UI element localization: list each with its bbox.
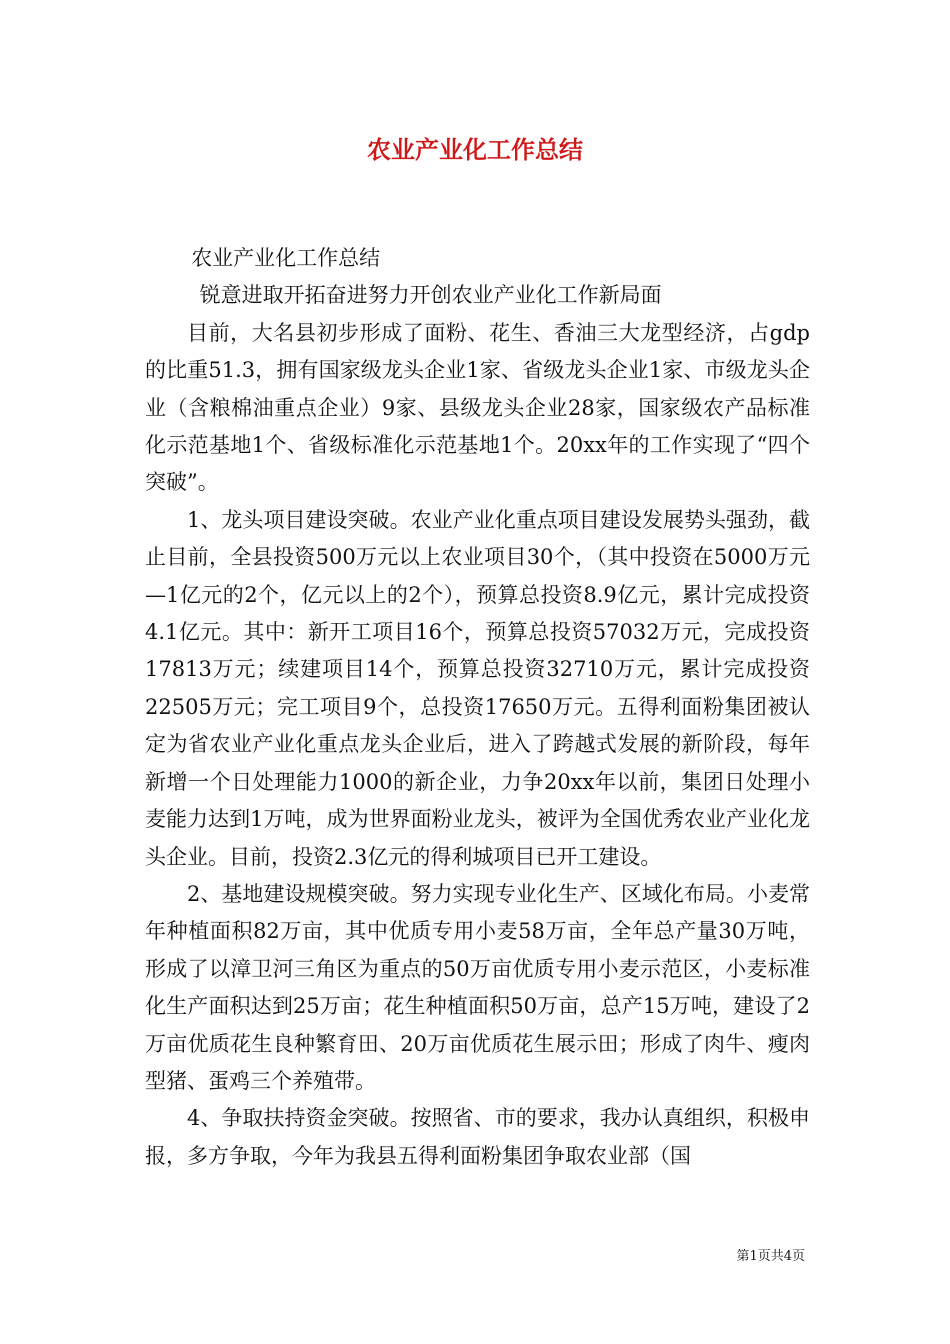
- body-paragraph: 2、基地建设规模突破。努力实现专业化生产、区域化布局。小麦常年种植面积82万亩，其中优质专用小麦58万亩，全年总产量30万吨，形成了以漳卫河三角区为重点的50万亩优质专用小麦示范区，小麦标准化生产面积达到25万亩；花生种植面积50万亩，总产15万吨，建设了2万亩优质花生良种繁育田、20万亩优质花生展示田；形成了肉牛、瘦肉型猪、蛋鸡三个养殖带。: [145, 881, 810, 1093]
- body-paragraph: 4、争取扶持资金突破。按照省、市的要求，我办认真组织，积极申报，多方争取，今年为我县五得利面粉集团争取农业部（国: [145, 1106, 810, 1168]
- body-paragraph: 农业产业化工作总结: [191, 246, 381, 270]
- page-number: 第1页共4页: [736, 1249, 805, 1264]
- document-body: [145, 240, 810, 1175]
- body-paragraph: 目前，大名县初步形成了面粉、花生、香油三大龙型经济，占gdp的比重51.3，拥有国家级龙头企业1家、省级龙头企业1家、市级龙头企业（含粮棉油重点企业）9家、县级龙头企业28家，国家级农产品标准化示范基地1个、省级标准化示范基地1个。20xx年的工作实现了“四个突破”。: [145, 320, 810, 495]
- body-paragraph: 锐意进取开拓奋进努力开创农业产业化工作新局面: [199, 283, 662, 308]
- body-paragraph: 1、龙头项目建设突破。农业产业化重点项目建设发展势头强劲，截止目前，全县投资500万元以上农业项目30个，（其中投资在5000万元—1亿元的2个，亿元以上的2个），预算总投资8.9亿元，累计完成投资4.1亿元。其中：新开工项目16个，预算总投资57032万元，完成投资17813万元；续建项目14个，预算总投资32710万元，累计完成投资22505万元；完工项目9个，总投资17650万元。五得利面粉集团被认定为省农业产业化重点龙头企业后，进入了跨越式发展的新阶段，每年新增一个日处理能力1000的新企业，力争20xx年以前，集团日处理小麦能力达到1万吨，成为世界面粉业龙头，被评为全国优秀农业产业化龙头企业。目前，投资2.3亿元的得利城项目已开工建设。: [145, 507, 810, 869]
- document-title: 农业产业化工作总结: [367, 135, 583, 164]
